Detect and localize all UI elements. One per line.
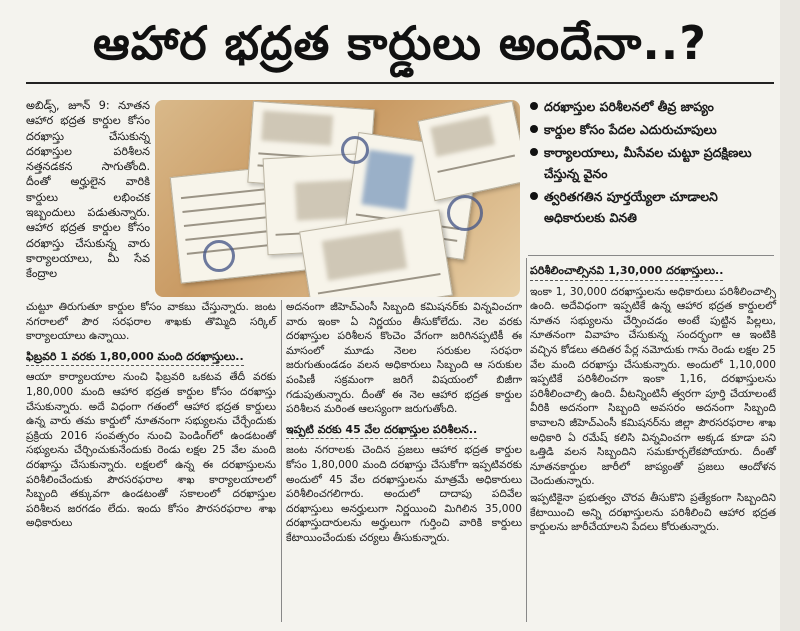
column-divider xyxy=(281,300,282,622)
middle-column: అదనంగా జీహెచ్‌ఎంసీ సిబ్బంది కమిషనర్‌కు విన్నవించగా వారు ఇంకా ఏ నిర్ణయం తీసుకోలేదు. నెల వరకు దరఖాస్తుల పరిశీలన కొంచెం వేగంగా జరిగినప్పటికీ ఈ మాసంలో మూడు నెలల సరుకుల సరఫరా జరుగుతుండడం వలన అధికారులు సిబ్బంది ఆ సరుకుల పంపిణీ సక్రమంగా జరిగే విషయంలో బిజీగా గడుపుతున్నారు. దీంతో ఈ నెల ఆహార భద్రత కార్డుల పరిశీలన మరింత ఆలస్యంగా జరుగుతోంది. ఇప్పటి వరకు 45 వేల దరఖాస్తుల పరిశీలన.. జంట నగరాలకు చెందిన ప్రజలు ఆహార భద్రత కార్డుల కోసం 1,80,000 మంది దరఖాస్తు చేసుకోగా ఇప్పటివరకు అందులో 45 వేల దరఖాస్తులను మాత్రమే అధికారులు పరిశీలించగలిగారు. అందులో దాదాపు పదివేల దరఖాస్తులు అనర్హులుగా నిర్ణయించి మిగిలిన 35,000 దరఖాస్తుదారులను అర్హులుగా గుర్తించి వారికి కార్డులు కేటాయించేందుకు చర్యలు తీసుకున్నారు. xyxy=(286,301,522,544)
bullet-icon xyxy=(530,102,538,110)
middle-subheading: ఇప్పటి వరకు 45 వేల దరఖాస్తుల పరిశీలన.. xyxy=(286,423,477,440)
highlights-list xyxy=(528,96,774,230)
highlight-item: కార్యాలయాలు, మీసేవల చుట్టూ ప్రదక్షిణలు చేస్తున్న వైనం xyxy=(528,142,774,184)
stamp-seal xyxy=(341,136,369,164)
right-column: పరిశీలించాల్సినవి 1,30,000 దరఖాస్తులు.. ఇంకా 1, 30,000 దరఖాస్తులను అధికారులు పరిశీలించాల్సి ఉంది. అదేవిధంగా ఇప్పటికే ఉన్న ఆహార భద్రత కార్డులలో నూతన సభ్యులను చేర్పించడం అంటే పుట్టిన పిల్లలు, నూతనంగా వివాహం చేసుకున్న సందర్భంగా ఆ ఇంటికి వచ్చిన కోడలు తదితర పేర్ల నమోదుకు గాను రెండు లక్షల 25 వేల మంది దరఖాస్తు చేసుకున్నారు. అందులో 1,10,000 ఇప్పటికే పరిశీలించగా ఇంకా 1,16, దరఖాస్తులను పరిశీలించాల్సి ఉంది. వీటన్నింటినీ త్వరగా పూర్తి చేయాలంటే వీరికి అదనంగా సిబ్బంది అవసరం అదనంగా సిబ్బంది కావాలని జీహెచ్‌ఎంసీ కమిషనర్‌ను జిల్లా పౌరసరఫరాల శాఖ అధికారి ఏ రమేష్‌ కలిసి విన్నవించగా అక్కడ కూడా పని ఒత్తిడి వలన సిబ్బందిని సమకూర్చలేకపోయారు. దీంతో నూతనకార్డుల జారీలో జాప్యంతో ప్రజలు ఆందోళన చెందుతున్నారు. ఇప్పటికైనా ప్రభుత్వం చొరవ తీసుకొని ప్రత్యేకంగా సిబ్బందిని కేటాయించి అన్ని దరఖాస్తులను పరిశీలించి ఆహార భద్రత కార్డులను జారీచేయాలని పేదలు కోరుతున్నారు. xyxy=(530,264,776,534)
right-subheading: పరిశీలించాల్సినవి 1,30,000 దరఖాస్తులు.. xyxy=(530,264,723,281)
stamp-seal xyxy=(447,195,483,231)
headline-rule xyxy=(26,82,774,84)
left-intro-text: అబిడ్స్‌, జూన్‌ 9: నూతన ఆహార భద్రత కార్డుల కోసం దరఖాస్తు చేసుకున్న దరఖాస్తుల పరిశీలన నత్తనడకన సాగుతోంది. దీంతో అర్హులైన వారికి కార్డులు లభించక ఇబ్బందులు పడుతున్నారు. ఆహార భద్రత కార్డుల కోసం దరఖాస్తు చేసుకున్న వారు కార్యాలయాలు, మీ సేవ కేంద్రాల xyxy=(26,99,150,281)
page-edge xyxy=(780,0,800,631)
left-column: చుట్టూ తిరుగుతూ కార్డుల కోసం వాకబు చేస్తున్నారు. జంట నగరాలలో పౌర సరఫరాల శాఖకు తొమ్మిది సర్కిల్‌ కార్యాలయాలు ఉన్నాయి. ఫిబ్రవరి 1 వరకు 1,80,000 మంది దరఖాస్తులు.. ఆయా కార్యాలయాల నుంచి ఫిబ్రవరి ఒకటవ తేదీ వరకు 1,80,000 మంది ఆహార భద్రత కార్డుల కోసం దరఖాస్తు చేసుకున్నారు. అదే విధంగా గతంలో ఆహార భద్రత కార్డులు ఉన్న వారు తమ కార్డులో నూతనంగా సభ్యులను చేర్చేందుకు ప్రక్రియ 2016 సంవత్సరం నుంచి పెండింగ్‌లో ఉండటంతో సభ్యులను చేర్చించుకునేందుకు రెండు లక్షల 25 వేల మంది దరఖాస్తు చేసుకున్నారు. లక్షలలో ఉన్న ఈ దరఖాస్తులను పరిశీలించేందుకు పౌరసరఫరాల శాఖ కార్యాలయాలలో సిబ్బంది తక్కువగా ఉండటంతో సకాలంలో దరఖాస్తుల పరిశీలన జరగడం లేదు. ఇందు కోసం పౌరసరఫరాల శాఖ అధికారులు xyxy=(26,301,276,530)
bullet-icon xyxy=(530,192,538,200)
highlight-item: త్వరితగతిన పూర్తయ్యేలా చూడాలని అధికారులకు వినతి xyxy=(528,186,774,228)
divider xyxy=(528,255,774,256)
left-subheading: ఫిబ్రవరి 1 వరకు 1,80,000 మంది దరఖాస్తులు.. xyxy=(26,350,244,367)
headline: ఆహార భద్రత కార్డులు అందేనా..? xyxy=(93,16,707,70)
stamp-seal xyxy=(203,240,235,272)
bullet-icon xyxy=(530,148,538,156)
highlight-item: కార్డుల కోసం పేదల ఎదురుచూపులు xyxy=(528,119,774,140)
bullet-icon xyxy=(530,125,538,133)
highlight-item: దరఖాస్తుల పరిశీలనలో తీవ్ర జాప్యం xyxy=(528,96,774,117)
column-divider xyxy=(526,258,527,622)
news-photo xyxy=(155,100,520,297)
photo-card xyxy=(418,101,520,201)
